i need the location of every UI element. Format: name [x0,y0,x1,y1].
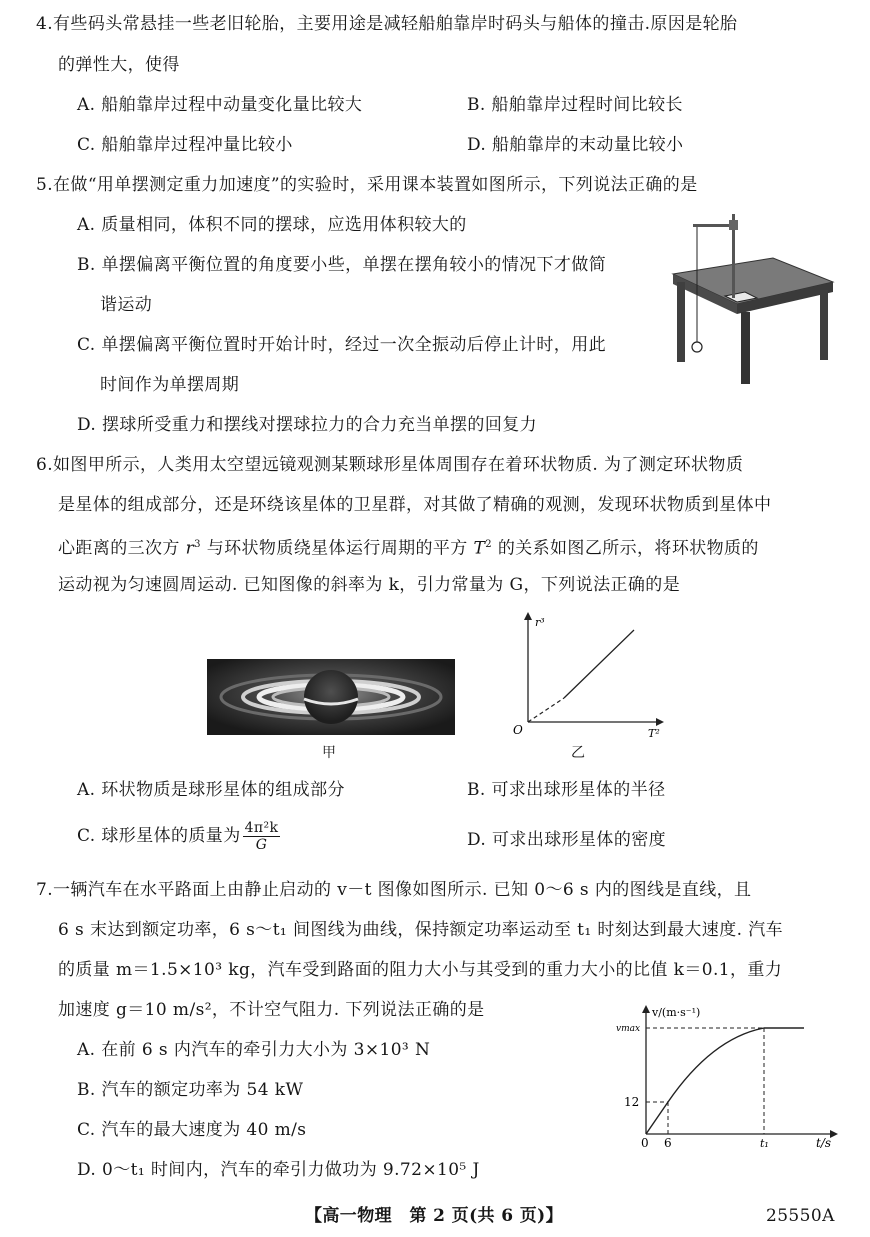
r3-t2-graph [508,610,668,740]
graph-line-dashed [528,698,564,722]
x-axis-arrow [830,1130,838,1138]
v-t-graph [612,1002,842,1152]
figure-label-yi: 乙 [571,745,586,761]
fraction-denominator: G [255,837,268,853]
x-axis-label: t/s [816,1136,832,1150]
tick-12: 12 [624,1095,640,1109]
q6-option-c-text: C. 球形星体的质量为 [77,826,241,846]
q6-option-a: A. 环状物质是球形星体的组成部分 [77,780,345,800]
q6-stem-line3: 心距离的三次方 $r^3$ 与环状物质绕星体运行周期的平方 $T^2$ 的关系如图乙所示，将环状物质的 [58,538,759,559]
graph-curve-segment [668,1028,764,1102]
mass-fraction [243,820,281,853]
q6-option-c [77,820,280,853]
q5-option-d: D. 摆球所受重力和摆线对摆球拉力的合力充当单摆的回复力 [77,415,538,435]
q7-stem-line4: 加速度 g＝10 m/s²，不计空气阻力. 下列说法正确的是 [58,1000,485,1020]
q4-option-d: D. 船舶靠岸的末动量比较小 [467,135,684,155]
q6-option-b: B. 可求出球形星体的半径 [467,780,666,800]
tick-6: 6 [664,1136,672,1150]
pendulum-apparatus-figure [665,208,835,386]
table-leg [741,312,750,384]
y-axis-arrow [524,612,532,620]
q5-option-c-line2: 时间作为单摆周期 [100,375,240,395]
y-axis-label: v/(m·s⁻¹) [652,1006,701,1019]
vmax-label: vmax [616,1024,641,1034]
graph-linear-segment [646,1102,668,1134]
q5-option-b-line2: 谐运动 [100,295,153,315]
stand-clamp [729,220,738,230]
y-axis-arrow [642,1005,650,1013]
q4-stem-line1: 4.有些码头常悬挂一些老旧轮胎，主要用途是减轻船舶靠岸时码头与船体的撞击.原因是轮胎 [36,14,738,34]
q4-option-a: A. 船舶靠岸过程中动量变化量比较大 [77,95,363,115]
table-leg [677,282,685,362]
ringed-planet-image [207,659,455,735]
origin-label: O [513,723,523,737]
q6-line3-part2: 与环状物质绕星体运行周期的平方 [200,538,474,559]
q6-stem-line2: 是星体的组成部分，还是环绕该星体的卫星群，对其做了精确的观测，发现环状物质到星体中 [58,495,772,515]
page-footer-center: 【高一物理 第 2 页(共 6 页)】 [305,1206,564,1226]
q7-option-b: B. 汽车的额定功率为 54 kW [77,1080,304,1100]
q7-stem-line3: 的质量 m＝1.5×10³ kg，汽车受到路面的阻力大小与其受到的重力大小的比值 k＝0.1，重力 [58,960,783,980]
axis-label-r3: r³ [535,616,545,629]
q5-option-c-line1: C. 单摆偏离平衡位置时开始计时，经过一次全振动后停止计时，用此 [77,335,607,355]
q7-option-a: A. 在前 6 s 内汽车的牵引力大小为 3×10³ N [77,1040,431,1060]
q7-option-d: D. 0～t₁ 时间内，汽车的牵引力做功为 9.72×10⁵ J [77,1160,480,1180]
pendulum-bob [692,342,702,352]
q6-line3-part3: 的关系如图乙所示，将环状物质的 [492,538,759,559]
q4-stem-line2: 的弹性大，使得 [58,55,180,75]
x-axis-arrow [656,718,664,726]
planet-body [304,670,358,724]
exam-code: 25550A [766,1206,835,1226]
figure-label-jia: 甲 [322,745,337,761]
q5-option-a: A. 质量相同，体积不同的摆球，应选用体积较大的 [77,215,467,235]
fraction-numerator: 4π²k [244,820,279,836]
q6-option-d: D. 可求出球形星体的密度 [467,830,667,850]
tick-0: 0 [641,1136,649,1150]
tick-t1: t₁ [760,1137,769,1150]
graph-line-solid [564,630,634,698]
q7-stem-line1: 7.一辆汽车在水平路面上由静止启动的 v－t 图像如图所示. 已知 0～6 s 内的图线是直线，且 [36,880,752,900]
q6-line3-part1: 心距离的三次方 [58,538,186,559]
q7-option-c: C. 汽车的最大速度为 40 m/s [77,1120,307,1140]
q6-stem-line1: 6.如图甲所示，人类用太空望远镜观测某颗球形星体周围存在着环状物质. 为了测定环状物质 [36,455,744,475]
q5-option-b-line1: B. 单摆偏离平衡位置的角度要小些，单摆在摆角较小的情况下才做简 [77,255,607,275]
q5-stem: 5.在做“用单摆测定重力加速度”的实验时，采用课本装置如图所示，下列说法正确的是 [36,175,698,195]
q4-option-b: B. 船舶靠岸过程时间比较长 [467,95,683,115]
q7-stem-line2: 6 s 末达到额定功率，6 s～t₁ 间图线为曲线，保持额定功率运动至 t₁ 时刻达到最大速度. 汽车 [58,920,784,940]
q6-stem-line4: 运动视为匀速圆周运动. 已知图像的斜率为 k，引力常量为 G，下列说法正确的是 [58,575,681,595]
q4-option-c: C. 船舶靠岸过程冲量比较小 [77,135,293,155]
axis-label-t2: T² [648,727,660,740]
table-leg [820,290,828,360]
